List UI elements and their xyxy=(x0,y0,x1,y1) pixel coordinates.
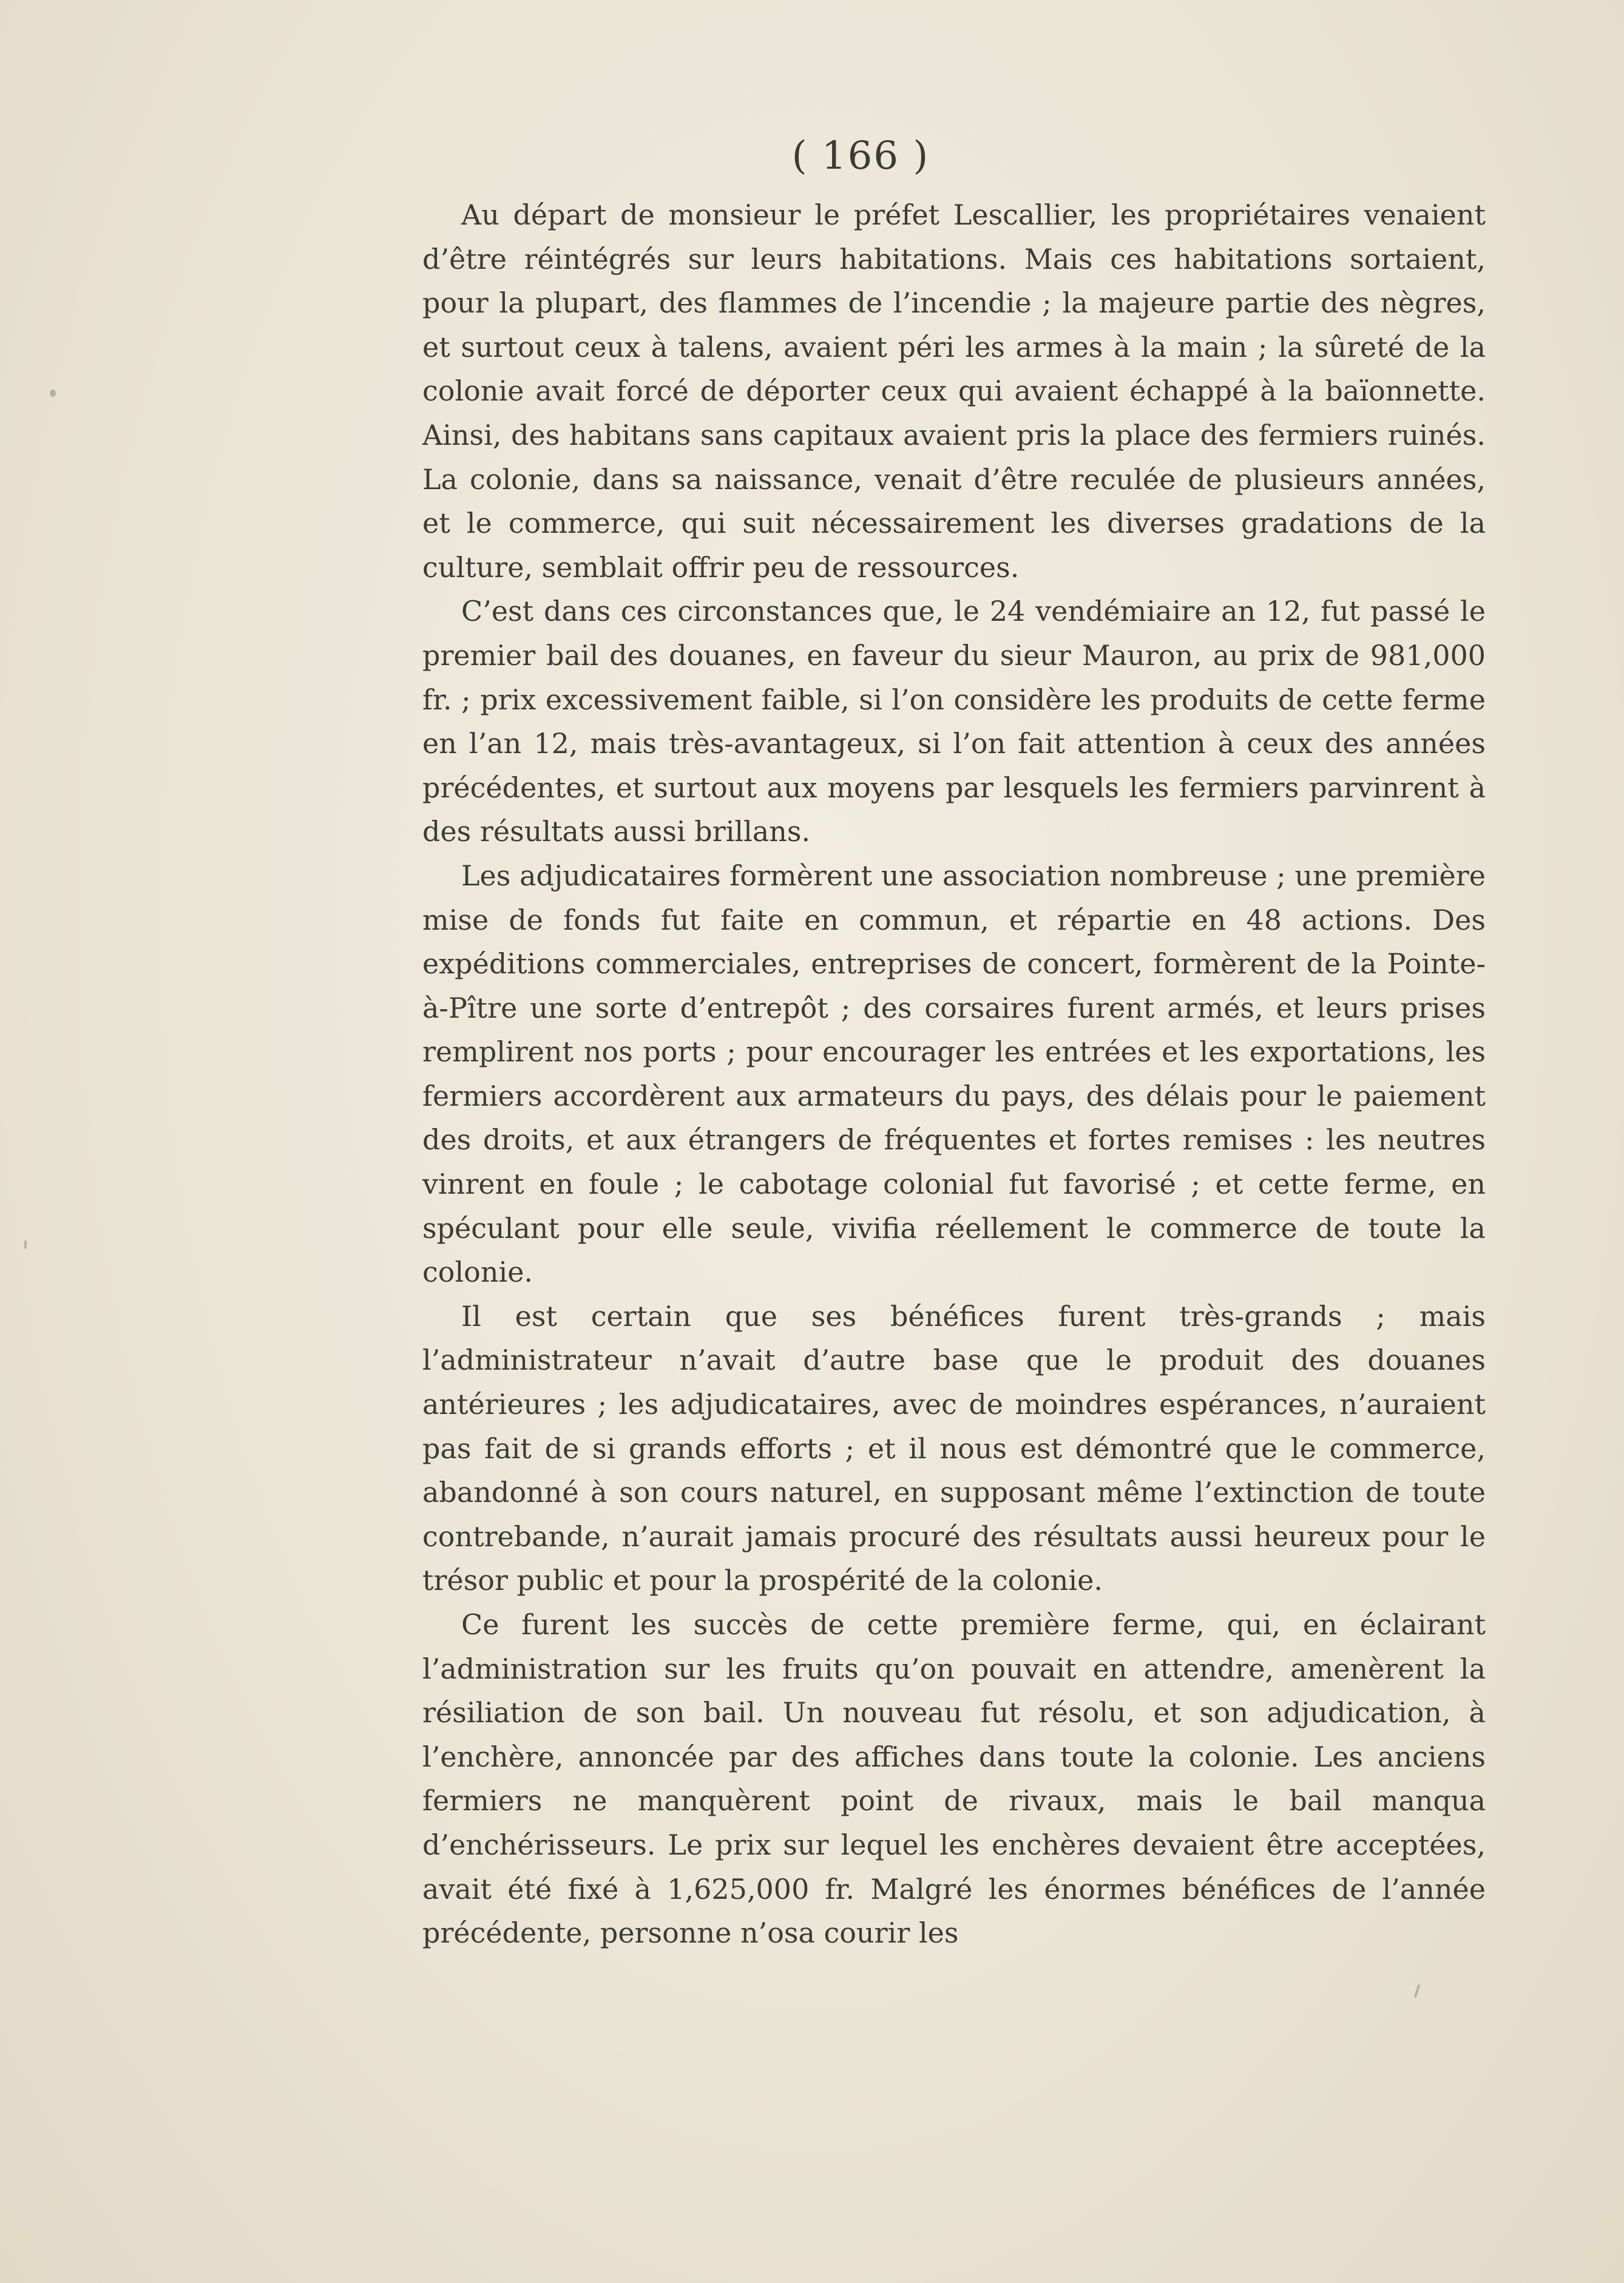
paper-speck xyxy=(24,1240,27,1249)
paragraph: Au départ de monsieur le préfet Lescallier, les propriétaires venaient d’être réintégrés sur leurs habitations. Mais ces habitations sortaient, pour la plupart, des flammes de l’incendie ; la majeure partie des nègres, et surtout ceux à talens, avaient péri les armes à la main ; la sûreté de la colonie avait forcé de déporter ceux qui avaient échappé à la baïonnette. Ainsi, des habitans sans capitaux avaient pris la place des fermiers ruinés. La colonie, dans sa naissance, venait d’être reculée de plusieurs années, et le commerce, qui suit nécessairement les diverses gradations de la culture, semblait offrir peu de ressources. xyxy=(422,198,1486,584)
paragraph: Les adjudicataires formèrent une association nombreuse ; une première mise de fonds fut faite en commun, et répartie en 48 actions. Des expéditions commerciales, entreprises de concert, formèrent de la Pointe-à-Pître une sorte d’entrepôt ; des corsaires furent armés, et leurs prises remplirent nos ports ; pour encourager les entrées et les exportations, les fermiers accordèrent aux armateurs du pays, des délais pour le paiement des droits, et aux étrangers de fréquentes et fortes remises : les neutres vinrent en foule ; le cabotage colonial fut favorisé ; et cette ferme, en spéculant pour elle seule, vivifia réellement le commerce de toute la colonie. xyxy=(422,859,1486,1289)
paragraph: Ce furent les succès de cette première ferme, qui, en éclairant l’administration sur les fruits qu’on pouvait en attendre, amenèrent la résiliation de son bail. Un nouveau fut résolu, et son adjudication, à l’enchère, annoncée par des affiches dans toute la colonie. Les anciens fermiers ne manquèrent point de rivaux, mais le bail manqua d’enchérisseurs. Le prix sur lequel les enchères devaient être acceptées, avait été fixé à 1,625,000 fr. Malgré les énormes bénéfices de l’année précédente, personne n’osa courir les xyxy=(422,1608,1486,1950)
paper-speck xyxy=(50,390,56,397)
text-body xyxy=(422,193,1486,1955)
page-number: ( 166 ) xyxy=(791,134,930,178)
paragraph: C’est dans ces circonstances que, le 24 vendémiaire an 12, fut passé le premier bail des douanes, en faveur du sieur Mauron, au prix de 981,000 fr. ; prix excessivement faible, si l’on considère les produits de cette ferme en l’an 12, mais très-avantageux, si l’on fait attention à ceux des années précédentes, et surtout aux moyens par lesquels les fermiers parvinrent à des résultats aussi brillans. xyxy=(422,595,1486,848)
paper-speck xyxy=(1414,1984,1421,1998)
paragraph: Il est certain que ses bénéfices furent très-grands ; mais l’administrateur n’avait d’autre base que le produit des douanes antérieures ; les adjudicataires, avec de moindres espérances, n’auraient pas fait de si grands efforts ; et il nous est démontré que le commerce, abandonné à son cours naturel, en supposant même l’extinction de toute contrebande, n’aurait jamais procuré des résultats aussi heureux pour le trésor public et pour la prospérité de la colonie. xyxy=(422,1299,1486,1597)
